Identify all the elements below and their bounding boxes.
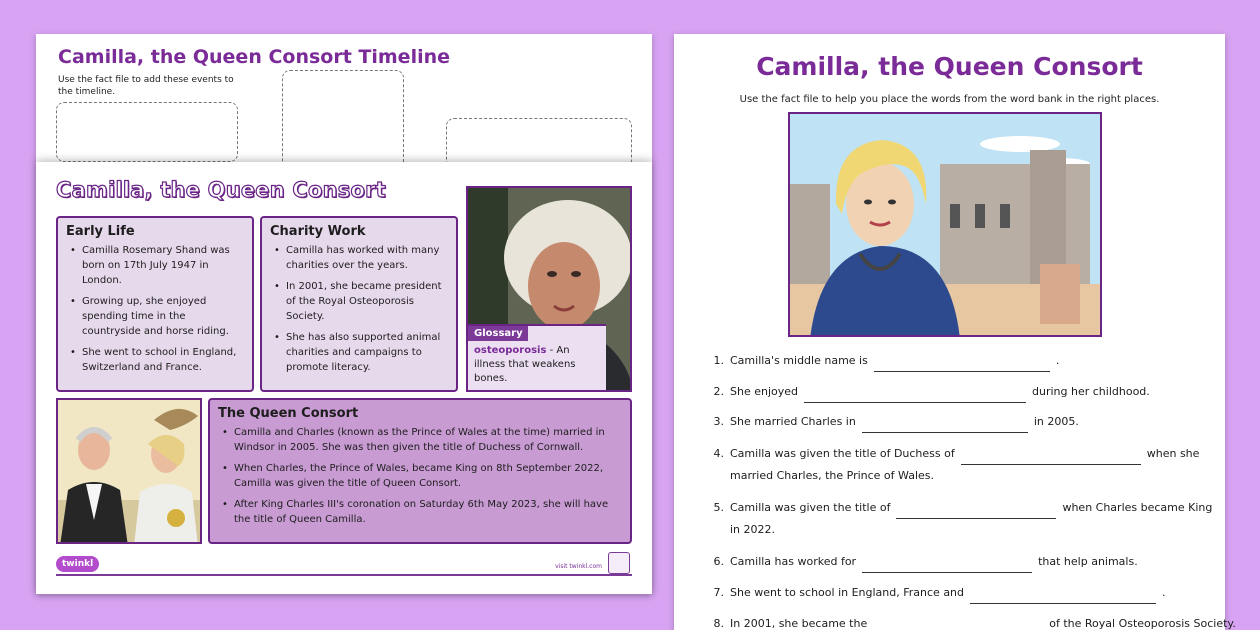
answer-blank[interactable]	[874, 358, 1050, 372]
question-text: She went to school in England, France and	[730, 586, 965, 599]
footer-divider	[56, 574, 632, 576]
queen-consort-fact: • When Charles, the Prince of Wales, became King on 8th September 2022, Camilla was given the title of Queen Consort.	[220, 461, 622, 491]
charity-work-fact: • Camilla has worked with many charities over the years.	[272, 243, 448, 273]
answer-blank[interactable]	[970, 590, 1156, 604]
question-continuation: married Charles, the Prince of Wales.	[730, 469, 934, 482]
answer-blank[interactable]	[862, 559, 1032, 573]
glossary-box	[468, 324, 606, 390]
question-text: of the Royal Osteoporosis Society.	[1049, 617, 1236, 630]
timeline-event-box	[56, 102, 238, 162]
question-number: 6.	[713, 555, 724, 568]
glossary-definition: - An illness that weakens bones.	[474, 345, 576, 384]
fact-file-sheet	[36, 162, 652, 594]
worksheet-title: Camilla, the Queen Consort	[756, 52, 1143, 81]
question-text: in 2005.	[1033, 415, 1079, 428]
queen-consort-fact: • Camilla and Charles (known as the Prince of Wales at the time) married in Windsor in 2005. She was then given the title of Duchess of Cornwall.	[220, 425, 622, 455]
charity-work-fact: • In 2001, she became president of the Royal Osteoporosis Society.	[272, 279, 448, 324]
question-text: that help animals.	[1038, 555, 1138, 568]
question-text: .	[1055, 354, 1060, 367]
castle-scene-illustration	[790, 114, 1102, 337]
question-1	[708, 350, 1059, 372]
question-5	[708, 497, 1212, 541]
early-life-panel	[56, 216, 254, 392]
glossary-heading: Glossary	[468, 326, 528, 341]
quality-badge-icon	[608, 552, 630, 574]
charity-work-panel	[260, 216, 458, 392]
charity-work-fact: • She has also supported animal charities and campaigns to promote literacy.	[272, 330, 448, 375]
question-7	[708, 582, 1166, 604]
queen-consort-heading: The Queen Consort	[218, 406, 359, 421]
wedding-illustration	[56, 398, 202, 544]
answer-blank[interactable]	[961, 451, 1141, 465]
early-life-heading: Early Life	[66, 224, 135, 239]
question-text: during her childhood.	[1032, 385, 1150, 398]
answer-blank[interactable]	[873, 621, 1043, 630]
charles-camilla-illustration	[58, 400, 202, 544]
early-life-fact: • Camilla Rosemary Shand was born on 17th July 1947 in London.	[68, 243, 244, 288]
timeline-title: Camilla, the Queen Consort Timeline	[58, 46, 451, 68]
worksheet-sheet	[674, 34, 1236, 630]
question-text: Camilla's middle name is	[730, 354, 868, 367]
question-number: 4.	[713, 447, 724, 460]
camilla-castle-illustration	[788, 112, 1102, 337]
answer-blank[interactable]	[896, 505, 1056, 519]
worksheet-instructions: Use the fact file to help you place the words from the word bank in the right places.	[739, 94, 1160, 105]
question-2	[708, 381, 1150, 403]
question-continuation: in 2022.	[730, 523, 776, 536]
fact-file-title: Camilla, the Queen Consort	[56, 178, 386, 202]
question-number: 7.	[713, 586, 724, 599]
queen-consort-panel	[208, 398, 632, 544]
twinkl-logo[interactable]: twinkl	[56, 556, 99, 572]
question-3	[708, 411, 1079, 433]
glossary-entry	[468, 341, 606, 390]
question-4	[708, 443, 1199, 487]
question-text: She enjoyed	[730, 385, 799, 398]
camilla-portrait-photo	[466, 186, 632, 392]
question-number: 2.	[713, 385, 724, 398]
question-text: In 2001, she became the	[730, 617, 868, 630]
visit-url[interactable]: visit twinkl.com	[555, 563, 602, 570]
question-text: Camilla was given the title of Duchess of	[730, 447, 955, 460]
timeline-instructions: Use the fact file to add these events to the timeline.	[58, 75, 234, 97]
question-number: 3.	[713, 415, 724, 428]
early-life-fact: • She went to school in England, Switzerland and France.	[68, 345, 244, 375]
question-text: Camilla was given the title of	[730, 501, 891, 514]
question-8	[708, 613, 1236, 630]
question-number: 1.	[713, 354, 724, 367]
charity-work-heading: Charity Work	[270, 224, 366, 239]
question-text: Camilla has worked for	[730, 555, 857, 568]
answer-blank[interactable]	[862, 419, 1028, 433]
timeline-event-box	[282, 70, 404, 170]
question-6	[708, 551, 1138, 573]
question-text: .	[1162, 586, 1166, 599]
timeline-event-box	[446, 118, 632, 168]
queen-consort-fact: • After King Charles III's coronation on Saturday 6th May 2023, she will have the title of Queen Camilla.	[220, 497, 622, 527]
question-number: 8.	[713, 617, 724, 630]
answer-blank[interactable]	[804, 389, 1026, 403]
question-text: when she	[1146, 447, 1200, 460]
question-number: 5.	[713, 501, 724, 514]
question-text: when Charles became King	[1062, 501, 1213, 514]
question-text: She married Charles in	[730, 415, 856, 428]
glossary-term: osteoporosis	[474, 345, 547, 356]
early-life-fact: • Growing up, she enjoyed spending time in the countryside and horse riding.	[68, 294, 244, 339]
